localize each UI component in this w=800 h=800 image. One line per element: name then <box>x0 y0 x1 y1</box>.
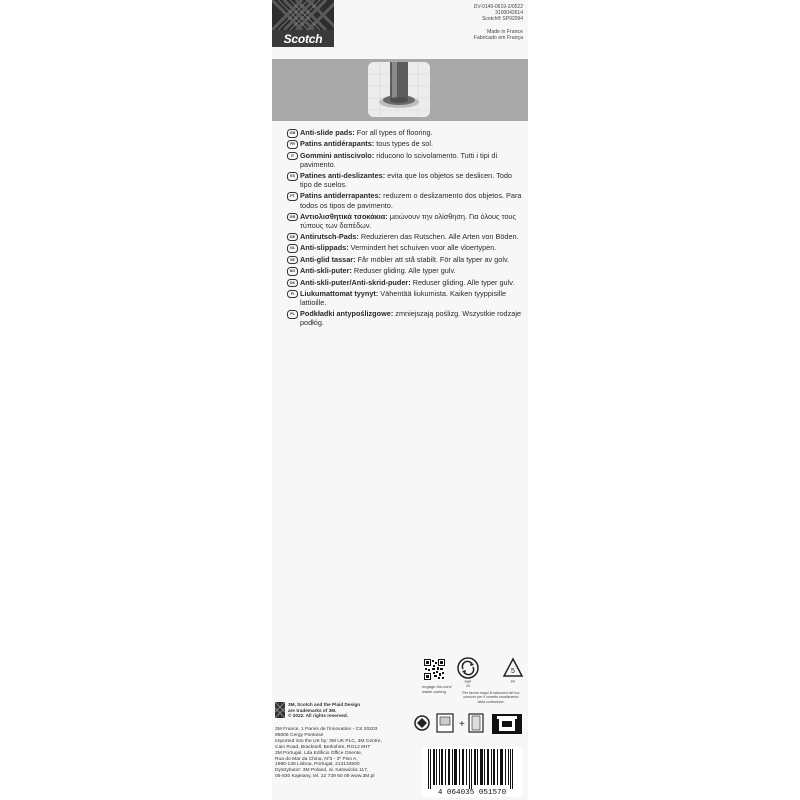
product-photo <box>368 62 430 117</box>
item-title: Podkładki antypoślizgowe: <box>300 309 394 319</box>
item-title: Anti-slippads: <box>300 243 349 253</box>
barcode-icon <box>422 747 522 797</box>
recycle-pp-triangle-icon <box>502 657 524 679</box>
item-text: For all types of flooring. <box>354 128 433 137</box>
flag-fi-icon: FI <box>287 290 298 299</box>
item-title: Patines anti-deslizantes: <box>300 171 386 181</box>
address-line: 05-830 Kajetany, tel. 22 739 60 09 www.3M.pl <box>275 774 375 780</box>
code-line: 3100042614 <box>495 10 523 17</box>
description-list <box>287 128 523 330</box>
item-text: zmniejszają poślizg. Wszystkie rodzaje podłóg. <box>300 309 522 328</box>
flag-se-icon: SE <box>287 256 298 265</box>
recycle-pp-label: PP <box>510 680 516 684</box>
plaid-pattern-icon <box>272 0 334 30</box>
item-title: Liukumattomat tyynyt: <box>300 288 379 298</box>
flag-it-icon: IT <box>287 152 298 161</box>
address-line: Imported into the UK by: 3M UK PLC, 3M Centre, <box>275 738 382 744</box>
address-line: 3M Portugal, Lda Edificio Office Oriente, <box>275 750 363 756</box>
code-line: DV-0140-0619-2/0522 <box>473 4 523 10</box>
list-item <box>287 289 523 307</box>
list-item <box>287 212 523 230</box>
item-text: Reduzieren das Rutschen. Alle Arten von Böden. <box>358 231 519 241</box>
item-text: μειώνουν την ολίσθηση. Για όλους τους τύπους των δαπέδων. <box>300 211 516 230</box>
qr-code-icon[interactable] <box>424 659 445 680</box>
flag-de-icon: DE <box>287 233 298 242</box>
made-in-line: Made in France <box>486 29 523 35</box>
address-line: Dystrybutor: 3M Poland, al. Katowicka 117, <box>275 768 369 774</box>
flag-dk-icon: DK <box>287 279 298 288</box>
plaid-mini-icon <box>275 702 285 718</box>
trademark-notice <box>288 702 360 719</box>
item-title: Patins antidérapants: <box>300 139 375 149</box>
item-title: Anti-glid tassar: <box>300 254 356 264</box>
recycle-pp-number: 5 <box>511 668 515 675</box>
item-text: riducono lo scivolamento. Tutti i tipi di pavimento. <box>300 150 498 169</box>
list-item <box>287 139 523 149</box>
recycle-pap-icon <box>457 657 479 679</box>
recycle-code: 20 <box>466 684 470 688</box>
item-text: Får möbler att stå stabilt. För alla typer av golv. <box>355 254 510 264</box>
package-card <box>272 0 528 800</box>
disposal-note: Per favore segui le istruzioni del tuo comune per il corretto smaltimento della confezione. <box>462 691 520 704</box>
flag-pl-icon: PL <box>287 310 298 319</box>
list-item <box>287 278 523 288</box>
flag-nl-icon: NL <box>287 244 298 253</box>
list-item <box>287 151 523 169</box>
trademark-line: 3M, Scotch and the Plaid Design <box>288 702 361 707</box>
recycle-material: PAP <box>464 680 472 684</box>
list-item <box>287 191 523 209</box>
item-text: reduzem o deslizamento dos objetos. Para todos os tipos de pavimento. <box>300 191 522 210</box>
list-item <box>287 128 523 138</box>
trademark-line: © 2022. All rights reserved. <box>288 713 349 719</box>
product-photo-band <box>272 59 528 121</box>
list-item <box>287 255 523 265</box>
brand-name: Scotch <box>283 32 323 46</box>
item-title: Anti-skli-puter: <box>300 266 352 276</box>
item-title: Gommini antiscivolo: <box>300 150 375 160</box>
waste-sorting-icon <box>412 712 526 734</box>
trademark-line: are trademarks of 3M. <box>288 707 337 713</box>
scotch-logo <box>272 0 334 47</box>
item-title: Αντιολισθητικά τσοκάκια: <box>300 211 388 221</box>
address-block <box>275 727 415 780</box>
flag-es-icon: ES <box>287 172 298 181</box>
list-item <box>287 266 523 276</box>
flag-fr-icon: FR <box>287 140 298 149</box>
address-line: 95006 Cergy Pontoise <box>275 732 324 738</box>
code-line: Scotch® SP92094 <box>482 16 523 23</box>
address-line: 1990-138 Lisboa, Portugal, 213134500 <box>275 762 360 768</box>
furniture-leg-pad-image <box>368 62 430 117</box>
item-text: Reduser gliding. Alle typer gulv. <box>410 277 515 287</box>
svg-text:+: + <box>459 719 465 730</box>
engage-line: engage.3m.com/ <box>422 684 452 689</box>
engage-link[interactable] <box>422 685 452 695</box>
product-codes <box>474 4 523 23</box>
item-text: Vähentää liukumista. Kaiken tyyppisille lattioille. <box>300 288 507 308</box>
item-title: Patins antiderrapantes: <box>300 191 382 201</box>
item-text: evita que los objetos se deslicen. Todo tipo de suelos. <box>300 171 512 190</box>
barcode-digits: 4 064035 051570 <box>437 789 507 797</box>
item-text: Vermindert het schuiven voor alle vloertypen. <box>348 243 497 253</box>
list-item <box>287 243 523 253</box>
item-text: Reduser gliding. Alle typer gulv. <box>351 266 456 276</box>
item-title: Antirutsch-Pads: <box>300 231 359 241</box>
list-item <box>287 232 523 242</box>
made-in-line: Fabricado em França <box>473 35 523 42</box>
address-line: Cain Road, Bracknell, Berkshire, RG12 8HT <box>275 744 371 750</box>
item-text: tous types de sol. <box>374 139 434 149</box>
flag-no-icon: NO <box>287 267 298 276</box>
flag-gb-icon: GB <box>287 129 298 138</box>
address-line: 3M France, 1 Parvis de l'innovation - CS 20203 <box>275 727 378 732</box>
address-line: Rua do Mar da China, Nº3 - 3º Piso A, <box>275 756 358 762</box>
engage-line: waste-sorting <box>422 688 446 694</box>
list-item <box>287 171 523 189</box>
flag-gr-icon: GR <box>287 213 298 222</box>
recycle-pap-label <box>458 680 478 688</box>
flag-pt-icon: PT <box>287 192 298 201</box>
item-title: Anti-slide pads: <box>300 128 355 137</box>
list-item <box>287 309 523 327</box>
footer-area <box>272 655 528 800</box>
made-in <box>474 29 523 42</box>
item-title: Anti-skli-puter/Anti-skrid-puder: <box>300 277 411 287</box>
